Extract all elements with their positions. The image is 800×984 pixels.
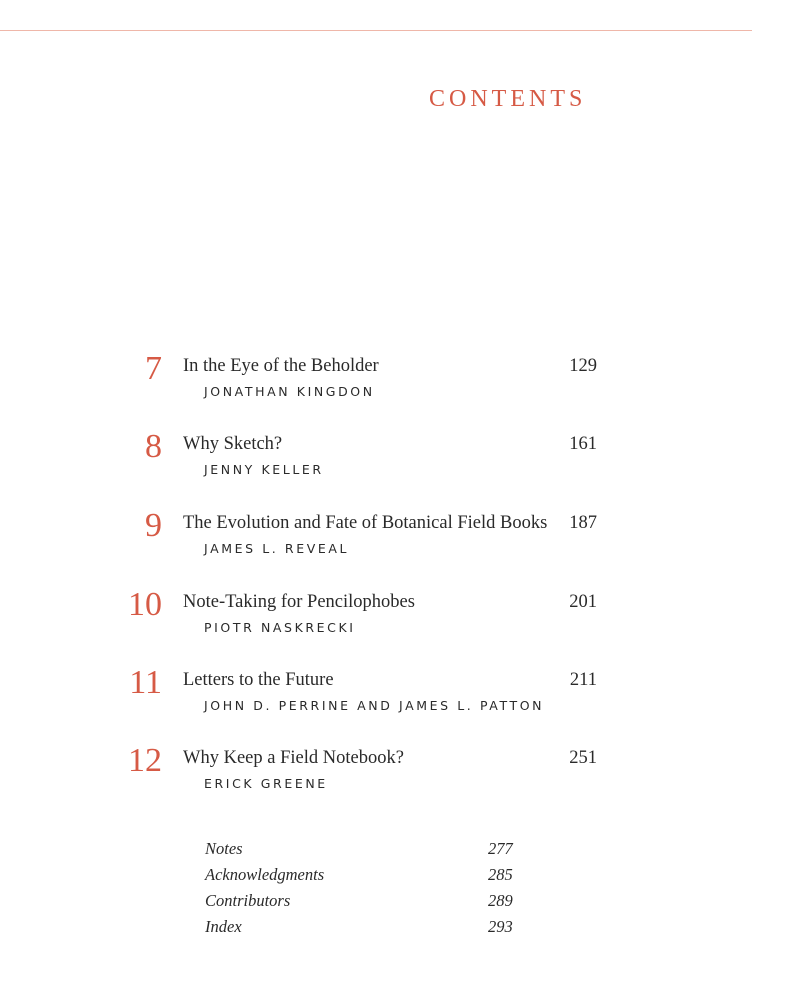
chapter-number: 7 xyxy=(145,350,162,387)
toc-entry-chapter-7[interactable] xyxy=(0,350,800,415)
toc-entry-chapter-10[interactable] xyxy=(0,586,800,651)
back-matter-page-number: 277 xyxy=(488,839,513,858)
back-matter-label: Contributors xyxy=(205,891,291,910)
toc-entry-acknowledgments[interactable] xyxy=(0,864,800,888)
back-matter-page-number: 289 xyxy=(488,891,513,910)
back-matter-page-number: 293 xyxy=(488,917,513,936)
chapter-author: PIOTR NASKRECKI xyxy=(204,620,356,635)
chapter-title: The Evolution and Fate of Botanical Field Books xyxy=(183,513,548,533)
toc-entry-notes[interactable] xyxy=(0,838,800,862)
top-rule xyxy=(0,30,752,31)
toc-entry-chapter-8[interactable] xyxy=(0,428,800,493)
chapter-title: Why Keep a Field Notebook? xyxy=(183,748,404,768)
chapter-author: ERICK GREENE xyxy=(204,776,328,791)
page-title: CONTENTS xyxy=(429,86,587,112)
chapter-number: 9 xyxy=(145,507,162,544)
chapter-title: In the Eye of the Beholder xyxy=(183,356,379,376)
back-matter-page-number: 285 xyxy=(488,865,513,884)
chapter-page-number: 129 xyxy=(569,356,597,376)
chapter-author: JONATHAN KINGDON xyxy=(204,384,375,399)
chapter-number: 10 xyxy=(128,586,162,623)
back-matter-label: Acknowledgments xyxy=(205,865,325,884)
chapter-page-number: 211 xyxy=(569,670,597,690)
chapter-page-number: 187 xyxy=(569,513,597,533)
chapter-title: Why Sketch? xyxy=(183,434,283,454)
chapter-page-number: 251 xyxy=(569,748,597,768)
chapter-number: 8 xyxy=(145,428,162,465)
chapter-author: JAMES L. REVEAL xyxy=(204,541,350,556)
chapter-page-number: 161 xyxy=(569,434,597,454)
chapter-author: JENNY KELLER xyxy=(204,462,324,477)
back-matter-label: Notes xyxy=(205,839,243,858)
back-matter-label: Index xyxy=(205,917,242,936)
chapter-page-number: 201 xyxy=(569,592,597,612)
chapter-title: Note-Taking for Pencilophobes xyxy=(183,592,415,612)
chapter-title: Letters to the Future xyxy=(183,670,334,690)
toc-entry-index[interactable] xyxy=(0,916,800,940)
toc-entry-chapter-12[interactable] xyxy=(0,742,800,807)
chapter-number: 12 xyxy=(128,742,162,779)
toc-entry-chapter-11[interactable] xyxy=(0,664,800,729)
toc-entry-chapter-9[interactable] xyxy=(0,507,800,572)
toc-entry-contributors[interactable] xyxy=(0,890,800,914)
chapter-author: JOHN D. PERRINE AND JAMES L. PATTON xyxy=(204,698,545,713)
chapter-number: 11 xyxy=(129,664,162,701)
